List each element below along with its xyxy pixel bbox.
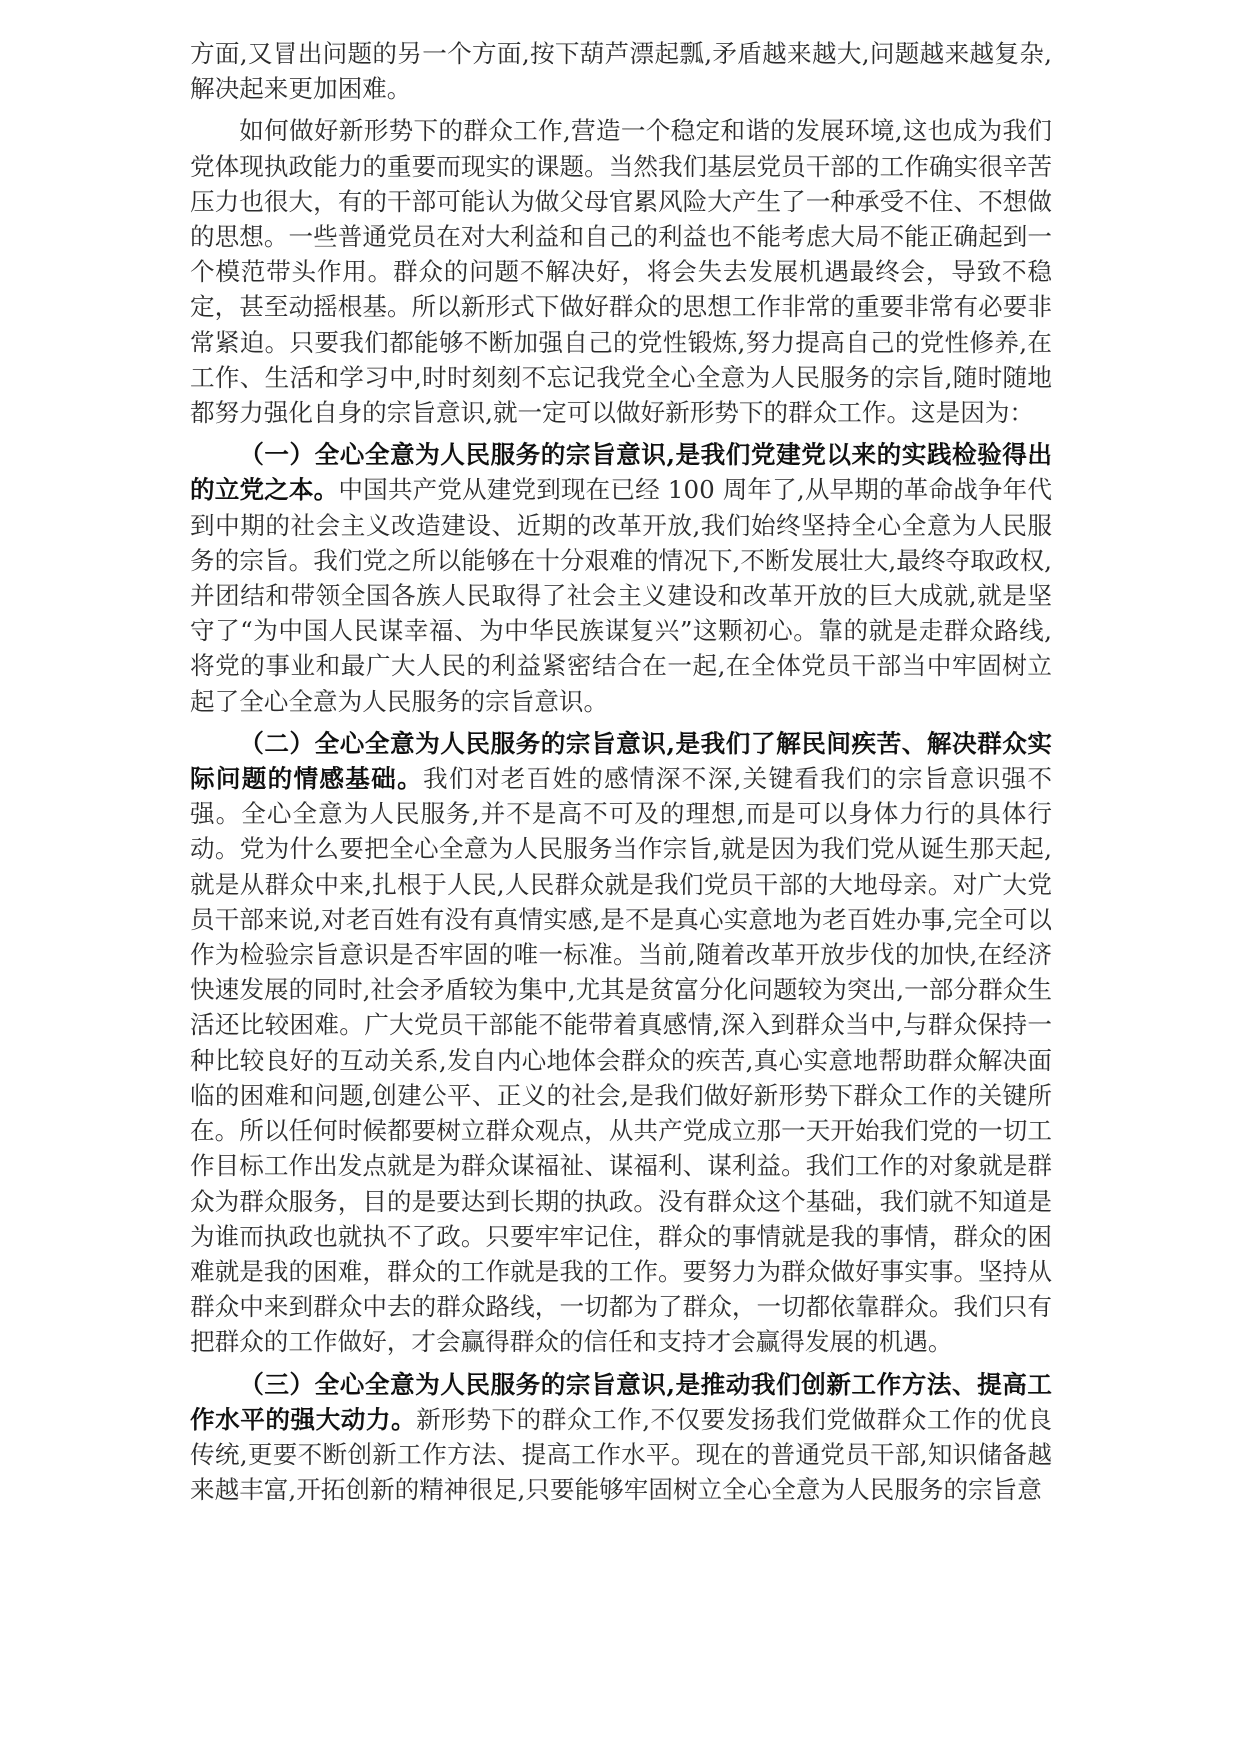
paragraph-continuation: [190, 36, 1052, 106]
paragraph-section-1: [190, 437, 1052, 719]
paragraph-section-2: [190, 726, 1052, 1360]
paragraph-text: 中国共产党从建党到现在已经 100 周年了,从早期的革命战争年代到中期的社会主义改造建设、近期的改革开放,我们始终坚持全心全意为人民服务的宗旨。我们党之所以能够在十分艰难的情况下,不断发展壮大,最终夺取政权,并团结和带领全国各族人民取得了社会主义建设和改革开放的巨大成就,就是坚守了“为中国人民谋幸福、为中华民族谋复兴”这颗初心。靠的就是走群众路线,将党的事业和最广大人民的利益紧密结合在一起,在全体党员干部当中牢固树立起了全心全意为人民服务的宗旨意识。: [190, 475, 1052, 716]
paragraph-text: 如何做好新形势下的群众工作,营造一个稳定和谐的发展环境,这也成为我们党体现执政能力的重要而现实的课题。当然我们基层党员干部的工作确实很辛苦压力也很大，有的干部可能认为做父母官累风险大产生了一种承受不住、不想做的思想。一些普通党员在对大利益和自己的利益也不能考虑大局不能正确起到一个模范带头作用。群众的问题不解决好，将会失去发展机遇最终会，导致不稳定，甚至动摇根基。所以新形式下做好群众的思想工作非常的重要非常有必要非常紧迫。只要我们都能够不断加强自己的党性锻炼,努力提高自己的党性修养,在工作、生活和学习中,时时刻刻不忘记我党全心全意为人民服务的宗旨,随时随地都努力强化自身的宗旨意识,就一定可以做好新形势下的群众工作。这是因为：: [190, 116, 1052, 428]
section-heading: （三）全心全意为人民服务的宗旨意识,是推动我们创新工作方法、提高工作水平的强大动力。: [190, 1369, 1052, 1434]
section-heading: （二）全心全意为人民服务的宗旨意识,是我们了解民间疾苦、解决群众实际问题的情感基础。: [190, 728, 1052, 794]
paragraph-section-3: [190, 1367, 1052, 1508]
section-heading: （一）全心全意为人民服务的宗旨意识,是我们党建党以来的实践检验得出的立党之本。: [190, 440, 1052, 505]
document-page: [190, 36, 1052, 1514]
paragraph-text: 方面,又冒出问题的另一个方面,按下葫芦漂起瓢,矛盾越来越大,问题越来越复杂,解决起来更加困难。: [190, 39, 1052, 104]
paragraph-text: 新形势下的群众工作,不仅要发扬我们党做群众工作的优良传统,更要不断创新工作方法、提高工作水平。现在的普通党员干部,知识储备越来越丰富,开拓创新的精神很足,只要能够牢固树立全心全意为人民服务的宗旨意: [190, 1404, 1052, 1505]
paragraph-intro: [190, 113, 1052, 430]
paragraph-text: 我们对老百姓的感情深不深,关键看我们的宗旨意识强不强。全心全意为人民服务,并不是高不可及的理想,而是可以身体力行的具体行动。党为什么要把全心全意为人民服务当作宗旨,就是因为我们党从诞生那天起,就是从群众中来,扎根于人民,人民群众就是我们党员干部的大地母亲。对广大党员干部来说,对老百姓有没有真情实感,是不是真心实意地为老百姓办事,完全可以作为检验宗旨意识是否牢固的唯一标准。当前,随着改革开放步伐的加快,在经济快速发展的同时,社会矛盾较为集中,尤其是贫富分化问题较为突出,一部分群众生活还比较困难。广大党员干部能不能带着真感情,深入到群众当中,与群众保持一种比较良好的互动关系,发自内心地体会群众的疾苦,真心实意地帮助群众解决面临的困难和问题,创建公平、正义的社会,是我们做好新形势下群众工作的关键所在。所以任何时候都要树立群众观点，从共产党成立那一天开始我们党的一切工作目标工作出发点就是为群众谋福祉、谋福利、谋利益。我们工作的对象就是群众为群众服务，目的是要达到长期的执政。没有群众这个基础，我们就不知道是为谁而执政也就执不了政。只要牢牢记住，群众的事情就是我的事情，群众的困难就是我的困难，群众的工作就是我的工作。要努力为群众做好事实事。坚持从群众中来到群众中去的群众路线，一切都为了群众，一切都依靠群众。我们只有把群众的工作做好，才会赢得群众的信任和支持才会赢得发展的机遇。: [190, 764, 1052, 1357]
